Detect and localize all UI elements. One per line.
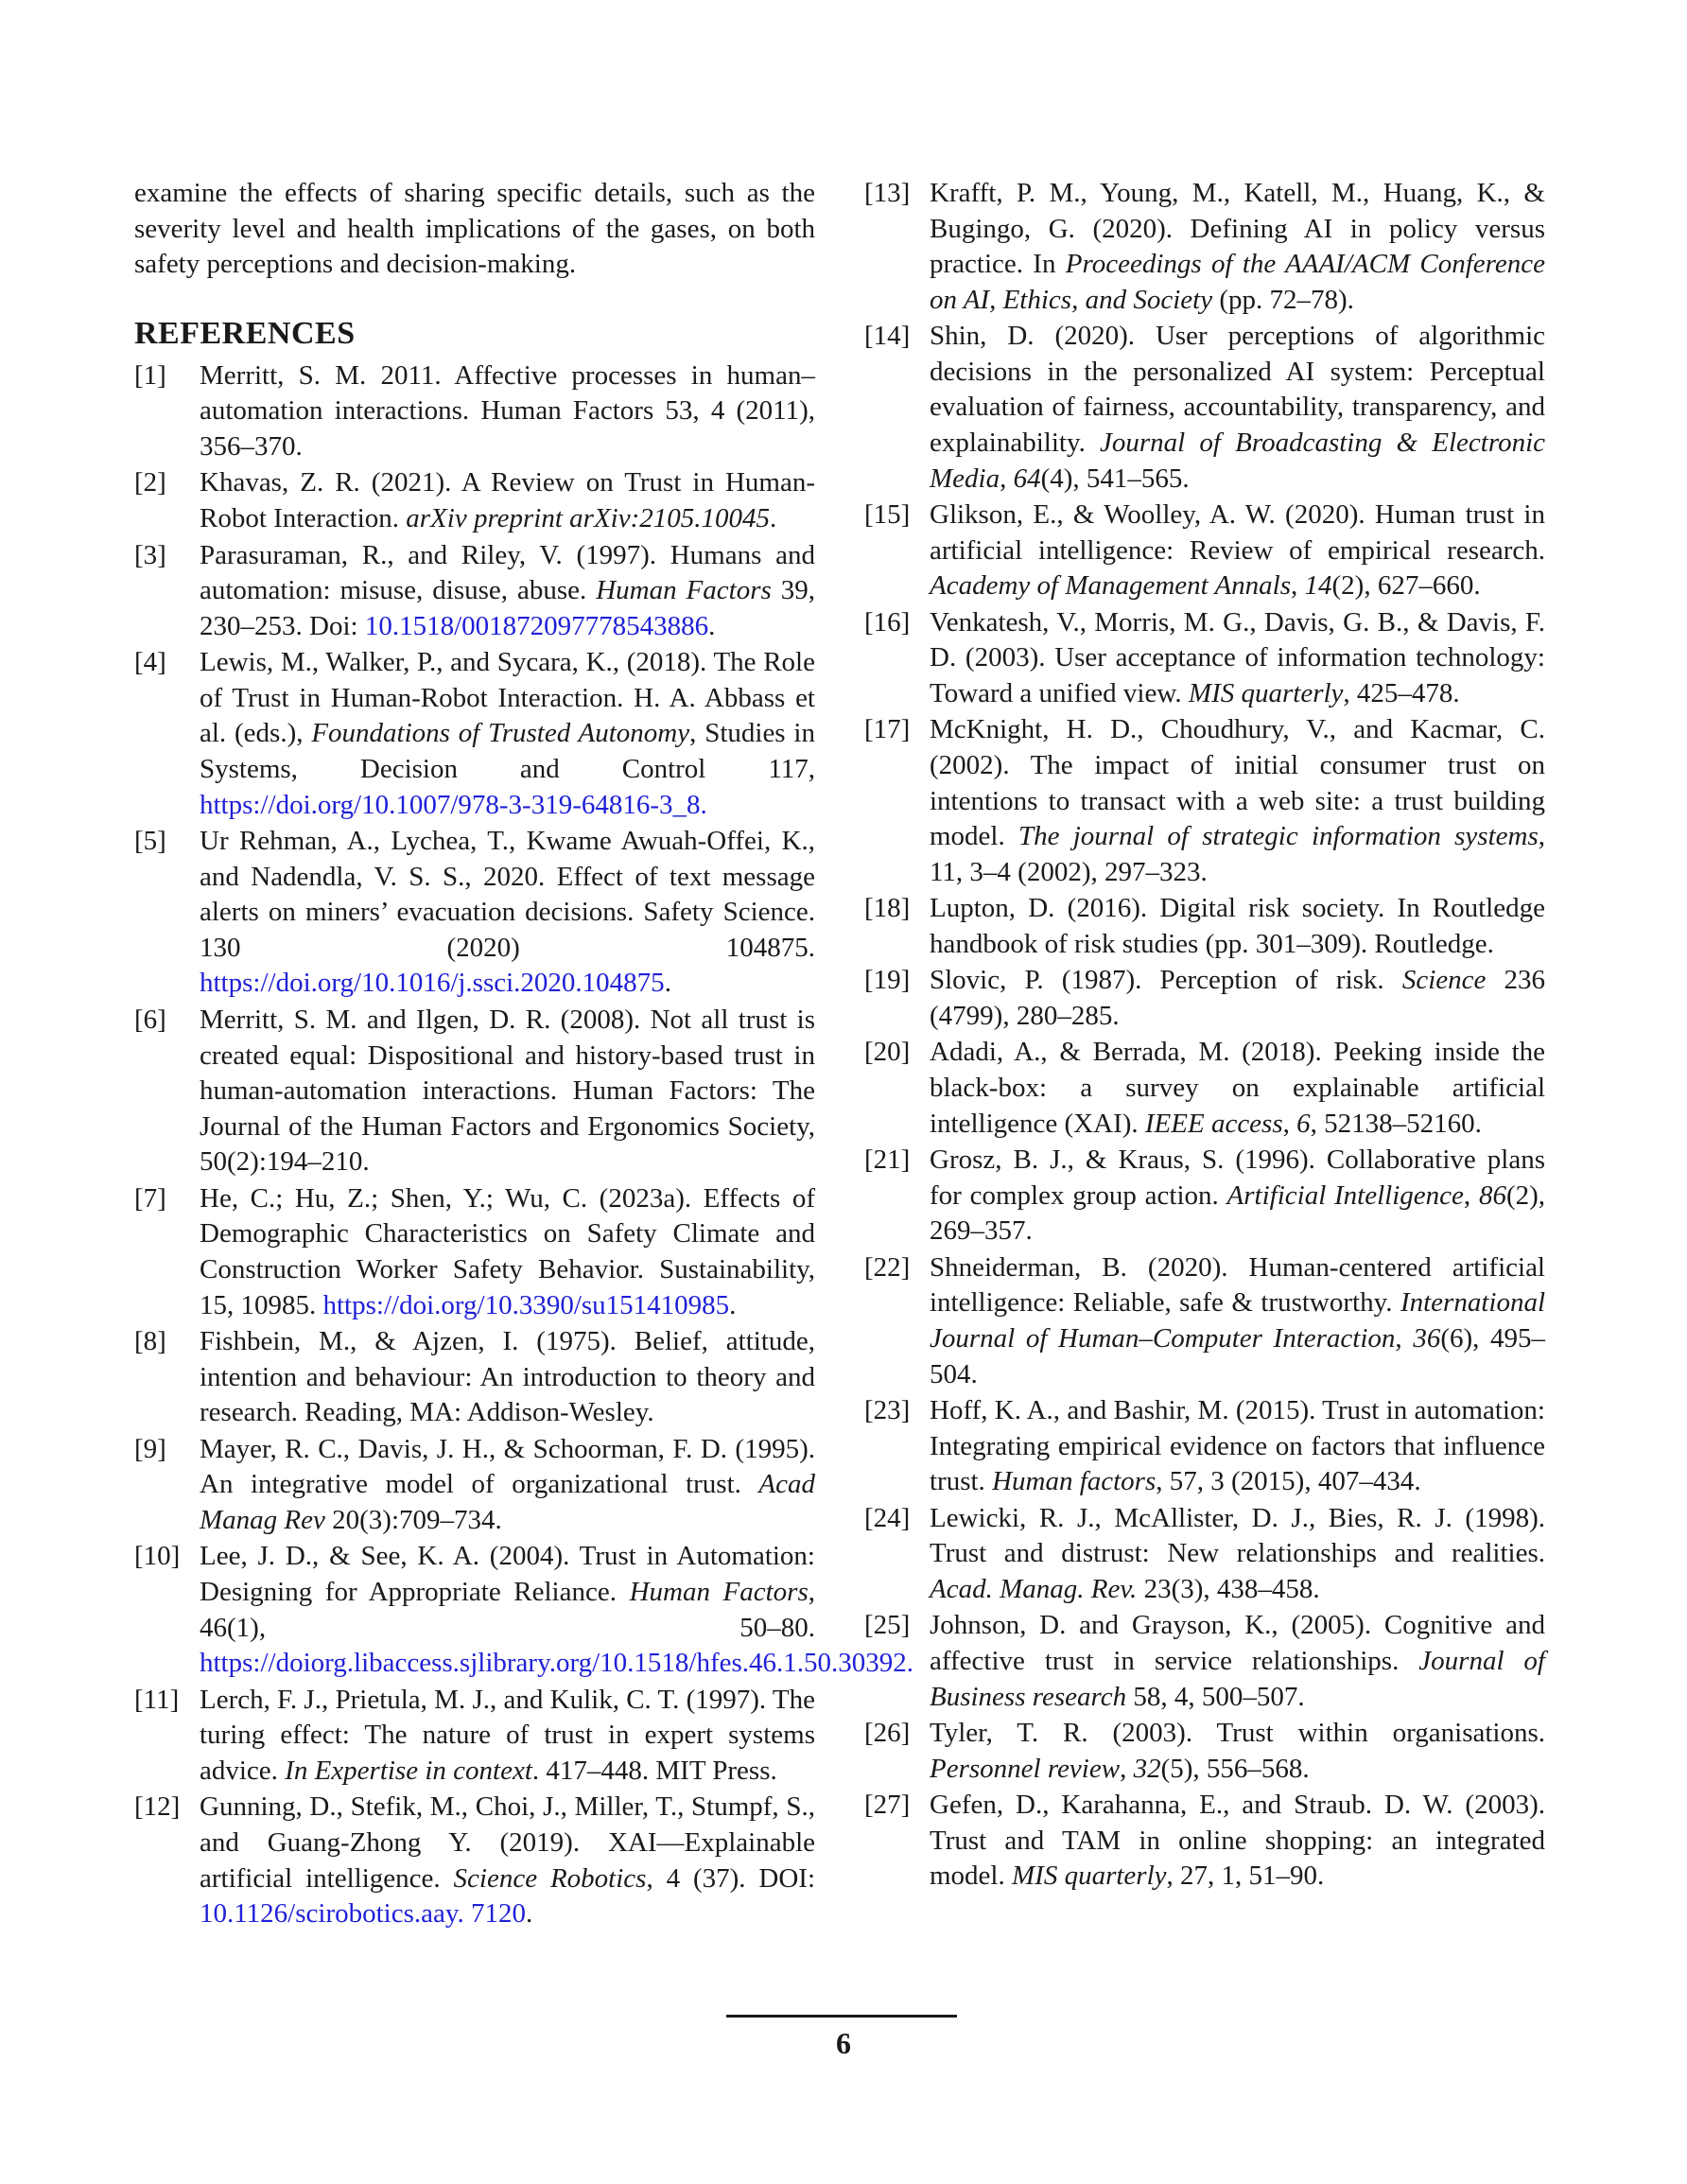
reference-text-segment: McKnight, H. D., Choudhury, V., and Kacmar, C. (2002). The impact of initial consumer trust on intentions to transact with a web site: a trust building model. <box>930 714 1545 852</box>
reference-item <box>864 1501 1545 1608</box>
reference-italic-text: Science <box>1401 965 1487 996</box>
reference-item <box>864 1143 1545 1249</box>
reference-link[interactable]: 10.1126/scirobotics.aay. 7120 <box>200 1898 526 1930</box>
reference-text <box>930 714 1545 886</box>
reference-text-segment: Lee, J. D., & See, K. A. (2004). Trust in Automation: Designing for Appropriate Reliance. <box>200 1541 815 1607</box>
reference-italic-text: 6 <box>1296 1108 1311 1139</box>
reference-number: [17] <box>864 714 911 745</box>
reference-text <box>930 1144 1545 1246</box>
reference-italic-text: Human factors <box>992 1466 1157 1497</box>
reference-italic-text: 14 <box>1304 570 1332 602</box>
reference-item <box>864 319 1545 497</box>
reference-number: [11] <box>134 1684 180 1715</box>
reference-item <box>134 1683 815 1790</box>
reference-item <box>864 1608 1545 1715</box>
reference-text-segment: . 417–448. MIT Press. <box>531 1755 777 1786</box>
reference-text-segment: Hoff, K. A., and Bashir, M. (2015). Trust in automation: Integrating empirical evidence on factors that influence trust. <box>930 1395 1545 1497</box>
reference-number: [15] <box>864 499 911 531</box>
reference-text-segment: Merritt, S. M. and Ilgen, D. R. (2008). Not all trust is created equal: Dispositional and history-based trust in human-automation interactions. Human Factors: The Journal of the Human Factors and Ergonomics Society, 50(2):194–210. <box>200 1004 815 1178</box>
reference-link[interactable]: https://doiorg.libaccess.sjlibrary.org/10.1518/hfes.46.1.50.30392. <box>200 1648 914 1679</box>
reference-text <box>930 1395 1545 1496</box>
reference-text-segment: Merritt, S. M. 2011. Affective processes in human–automation interactions. Human Factors 53, 4 (2011), 356–370. <box>200 359 815 462</box>
reference-number: [7] <box>134 1182 166 1214</box>
reference-text-segment: (5), 556–568. <box>1160 1753 1310 1784</box>
reference-text <box>200 647 815 819</box>
reference-text <box>200 1541 913 1678</box>
reference-number: [8] <box>134 1326 166 1357</box>
reference-text <box>200 1791 815 1929</box>
reference-item <box>864 176 1545 318</box>
reference-italic-text: In Expertise in context <box>285 1755 532 1786</box>
reference-item <box>864 605 1545 712</box>
reference-number: [9] <box>134 1433 166 1464</box>
reference-italic-text: Journal of Business research <box>930 1646 1545 1712</box>
reference-text-segment: (6), 495–504. <box>930 1323 1546 1389</box>
reference-item <box>134 1790 815 1931</box>
reference-text-segment: Gunning, D., Stefik, M., Choi, J., Miller, T., Stumpf, S., and Guang-Zhong Y. (2019). XAI—Explainable artificial intelligence. <box>200 1791 815 1894</box>
reference-text <box>930 1610 1545 1711</box>
reference-item <box>134 645 815 823</box>
reference-italic-text: Human Factors <box>596 575 772 606</box>
reference-number: [16] <box>864 606 911 638</box>
reference-italic-text: arXiv preprint arXiv:2105.10045 <box>406 503 771 534</box>
reference-item <box>134 465 815 536</box>
reference-number: [6] <box>134 1004 166 1035</box>
reference-text <box>200 467 815 533</box>
reference-number: [1] <box>134 359 166 391</box>
reference-text-segment: (2), 269–357. <box>930 1179 1546 1247</box>
reference-italic-text: Artificial Intelligence <box>1226 1179 1464 1211</box>
reference-text-segment: , <box>1463 1179 1479 1211</box>
reference-text-segment: Glikson, E., & Woolley, A. W. (2020). Human trust in artificial intelligence: Review of empirical research. <box>930 499 1545 566</box>
reference-text-segment: 58, 4, 500–507. <box>1126 1681 1305 1712</box>
reference-text-segment: 39, 230–253. Doi: <box>200 575 815 641</box>
reference-italic-text: Science Robotics <box>453 1862 647 1894</box>
reference-text <box>200 1005 815 1177</box>
reference-text-segment: Lewicki, R. J., McAllister, D. J., Bies, R. J. (1998). Trust and distrust: New relationships and realities. <box>930 1502 1545 1569</box>
reference-number: [2] <box>134 467 166 498</box>
reference-number: [20] <box>864 1037 911 1068</box>
reference-text <box>930 1503 1545 1604</box>
reference-text-segment: . <box>525 1898 533 1930</box>
reference-item <box>864 498 1545 604</box>
reference-text-segment: . <box>708 610 716 641</box>
reference-italic-text: The journal of strategic information systems <box>1018 821 1539 852</box>
reference-italic-text: Journal of Broadcasting & Electronic Media <box>930 428 1545 494</box>
reference-italic-text: International Journal of Human–Computer Interaction <box>930 1287 1545 1354</box>
reference-text-segment: , <box>1282 1108 1297 1139</box>
reference-text-segment: Ur Rehman, A., Lychea, T., Kwame Awuah-Offei, K., and Nadendla, V. S. S., 2020. Effect of text message alerts on miners’ evacuation decisions. Safety Science. 130 (2020) 104875. <box>200 826 815 963</box>
reference-item <box>864 1788 1545 1895</box>
reference-item <box>134 1003 815 1180</box>
reference-item <box>864 1716 1545 1787</box>
reference-text <box>930 1252 1545 1389</box>
reference-text <box>930 965 1545 1031</box>
reference-text-segment: 23(3), 438–458. <box>1137 1573 1320 1604</box>
reference-number: [24] <box>864 1502 911 1533</box>
reference-item <box>864 963 1545 1034</box>
reference-text-segment: Venkatesh, V., Morris, M. G., Davis, G. B., & Davis, F. D. (2003). User acceptance of information technology: Toward a unified view. <box>930 606 1545 708</box>
reference-italic-text: Proceedings of the AAAI/ACM Conference on AI, Ethics, and Society <box>930 249 1546 315</box>
reference-item <box>864 1250 1545 1392</box>
reference-text-segment: Adadi, A., & Berrada, M. (2018). Peeking inside the black-box: a survey on explainable artificial intelligence (XAI). <box>930 1037 1545 1139</box>
reference-text-segment: (2), 627–660. <box>1331 570 1481 602</box>
reference-text <box>200 360 815 462</box>
reference-text-segment: , 425–478. <box>1343 677 1460 708</box>
reference-number: [21] <box>864 1144 911 1176</box>
reference-text-segment: , 11, 3–4 (2002), 297–323. <box>930 821 1545 887</box>
reference-text-segment: Grosz, B. J., & Kraus, S. (1996). Collaborative plans for complex group action. <box>930 1144 1545 1211</box>
reference-text-segment: Shneiderman, B. (2020). Human-centered artificial intelligence: Reliable, safe & trustworthy. <box>930 1251 1545 1319</box>
reference-text-segment: , 52138–52160. <box>1310 1108 1482 1139</box>
reference-text-segment: Gefen, D., Karahanna, E., and Straub. D. W. (2003). Trust and TAM in online shopping: an integrated model. <box>930 1790 1545 1892</box>
reference-number: [25] <box>864 1610 911 1641</box>
reference-text <box>930 1037 1545 1138</box>
reference-number: [23] <box>864 1395 911 1426</box>
reference-item <box>864 712 1545 890</box>
reference-text-segment: , 57, 3 (2015), 407–434. <box>1156 1466 1421 1497</box>
reference-italic-text: Acad. Manag. Rev. <box>930 1573 1138 1604</box>
reference-italic-text: Academy of Management Annals <box>930 570 1292 602</box>
reference-text-segment: Slovic, P. (1987). Perception of risk. <box>930 965 1402 996</box>
reference-link[interactable]: 10.1518/001872097778543886 <box>364 610 709 641</box>
reference-number: [22] <box>864 1251 911 1283</box>
reference-text-segment: Lerch, F. J., Prietula, M. J., and Kulik, C. T. (1997). The turing effect: The nature of trust in expert systems advice. <box>200 1684 815 1786</box>
reference-text-segment: , <box>1291 570 1305 602</box>
reference-number: [14] <box>864 321 911 352</box>
reference-text-segment: Fishbein, M., & Ajzen, I. (1975). Belief, attitude, intention and behaviour: An introduction to theory and research. Reading, MA: Addison-Wesley. <box>200 1326 815 1428</box>
reference-text-segment: , 4 (37). DOI: <box>646 1862 816 1894</box>
reference-text <box>200 1183 815 1320</box>
reference-item <box>134 1432 815 1539</box>
reference-item <box>134 358 815 465</box>
reference-text-segment: . <box>664 968 671 999</box>
reference-text-segment: Johnson, D. and Grayson, K., (2005). Cognitive and affective trust in service relationships. <box>930 1610 1545 1677</box>
reference-number: [12] <box>134 1791 181 1823</box>
reference-text-segment: He, C.; Hu, Z.; Shen, Y.; Wu, C. (2023a). Effects of Demographic Characteristics on Safety Climate and Construction Worker Safety Behavior. Sustainability, 15, 10985. <box>200 1182 815 1320</box>
reference-text-segment: , 46(1), 50–80. <box>200 1576 815 1643</box>
reference-text-segment: 20(3):709–734. <box>324 1504 502 1535</box>
reference-italic-text: Acad Manag Rev <box>200 1469 815 1535</box>
reference-text-segment: Krafft, P. M., Young, M., Katell, M., Huang, K., & Bugingo, G. (2020). Defining AI in policy versus practice. In <box>930 178 1545 280</box>
reference-number: [3] <box>134 539 166 570</box>
reference-text-segment: . <box>729 1289 737 1320</box>
reference-italic-text: 32 <box>1133 1753 1161 1784</box>
reference-text <box>200 826 815 998</box>
reference-italic-text: MIS quarterly <box>1012 1861 1167 1892</box>
reference-text-segment: Khavas, Z. R. (2021). A Review on Trust in Human-Robot Interaction. <box>200 467 815 534</box>
intro-paragraph: examine the effects of sharing specific details, such as the severity level and health implications of the gases, on both safety perceptions and decision-making. <box>134 178 815 280</box>
reference-item <box>134 824 815 1002</box>
reference-text-segment: Lewis, M., Walker, P., and Sycara, K., (2018). The Role of Trust in Human-Robot Interaction. H. A. Abbass et al. (eds.), <box>200 647 815 749</box>
reference-text-segment: , 27, 1, 51–90. <box>1166 1861 1325 1892</box>
reference-text <box>200 540 815 641</box>
reference-text-segment: Lupton, D. (2016). Digital risk society. In Routledge handbook of risk studies (pp. 301–309). Routledge. <box>930 893 1545 959</box>
footer-rule <box>726 2015 957 2018</box>
reference-italic-text: Personnel review <box>930 1753 1121 1784</box>
reference-text-segment: . <box>770 503 777 534</box>
reference-item <box>864 891 1545 962</box>
reference-text <box>200 1434 815 1535</box>
reference-text <box>930 1718 1545 1784</box>
reference-number: [18] <box>864 893 911 924</box>
reference-item <box>134 1324 815 1431</box>
reference-text-segment: , Studies in Systems, Decision and Control 117, <box>200 718 815 784</box>
reference-item <box>134 1181 815 1323</box>
reference-text <box>200 1685 815 1786</box>
reference-text-segment: , <box>1120 1753 1134 1784</box>
reference-text <box>930 178 1545 315</box>
reference-number: [26] <box>864 1718 911 1749</box>
reference-link[interactable]: https://doi.org/10.1007/978-3-319-64816-3_8. <box>200 789 707 820</box>
reference-text <box>930 499 1545 601</box>
reference-text <box>930 607 1545 708</box>
reference-text <box>200 1326 815 1427</box>
reference-italic-text: 86 <box>1478 1179 1506 1211</box>
reference-text-segment: Tyler, T. R. (2003). Trust within organisations. <box>930 1718 1545 1749</box>
reference-italic-text: 64 <box>1013 463 1041 494</box>
reference-text-segment: Parasuraman, R., and Riley, V. (1997). Humans and automation: misuse, disuse, abuse. <box>200 539 815 606</box>
reference-text-segment: (4), 541–565. <box>1040 463 1190 494</box>
reference-text-segment: (pp. 72–78). <box>1212 284 1354 315</box>
reference-italic-text: IEEE access <box>1144 1108 1283 1139</box>
reference-text <box>930 321 1545 493</box>
reference-italic-text: MIS quarterly <box>1188 677 1344 708</box>
reference-number: [4] <box>134 647 166 678</box>
reference-text <box>930 893 1545 959</box>
references-heading: REFERENCES <box>134 315 356 351</box>
reference-text-segment: , <box>1000 463 1014 494</box>
reference-number: [5] <box>134 826 166 857</box>
reference-link[interactable]: https://doi.org/10.1016/j.ssci.2020.104875 <box>200 968 665 999</box>
reference-item <box>864 1393 1545 1500</box>
reference-italic-text: 36 <box>1413 1323 1441 1354</box>
reference-text <box>930 1790 1545 1891</box>
reference-text-segment: Shin, D. (2020). User perceptions of algorithmic decisions in the personalized AI system: Perceptual evaluation of fairness, accountability, transparency, and explainability. <box>930 321 1545 459</box>
reference-number: [27] <box>864 1790 911 1821</box>
reference-number: [13] <box>864 178 911 208</box>
reference-number: [10] <box>134 1541 181 1572</box>
reference-text-segment: Mayer, R. C., Davis, J. H., & Schoorman, F. D. (1995). An integrative model of organizational trust. <box>200 1433 815 1500</box>
reference-link[interactable]: https://doi.org/10.3390/su151410985 <box>322 1289 730 1320</box>
right-column <box>864 176 1545 1896</box>
reference-item <box>864 1035 1545 1142</box>
reference-text-segment: , <box>1395 1323 1414 1354</box>
reference-italic-text: Human Factors <box>629 1576 809 1607</box>
reference-italic-text: Foundations of Trusted Autonomy <box>311 718 690 749</box>
reference-text-segment: 236 (4799), 280–285. <box>930 965 1546 1031</box>
page-number: 6 <box>836 2026 851 2060</box>
reference-number: [19] <box>864 965 911 996</box>
reference-item <box>134 538 815 645</box>
references-list-right <box>864 176 1545 1895</box>
